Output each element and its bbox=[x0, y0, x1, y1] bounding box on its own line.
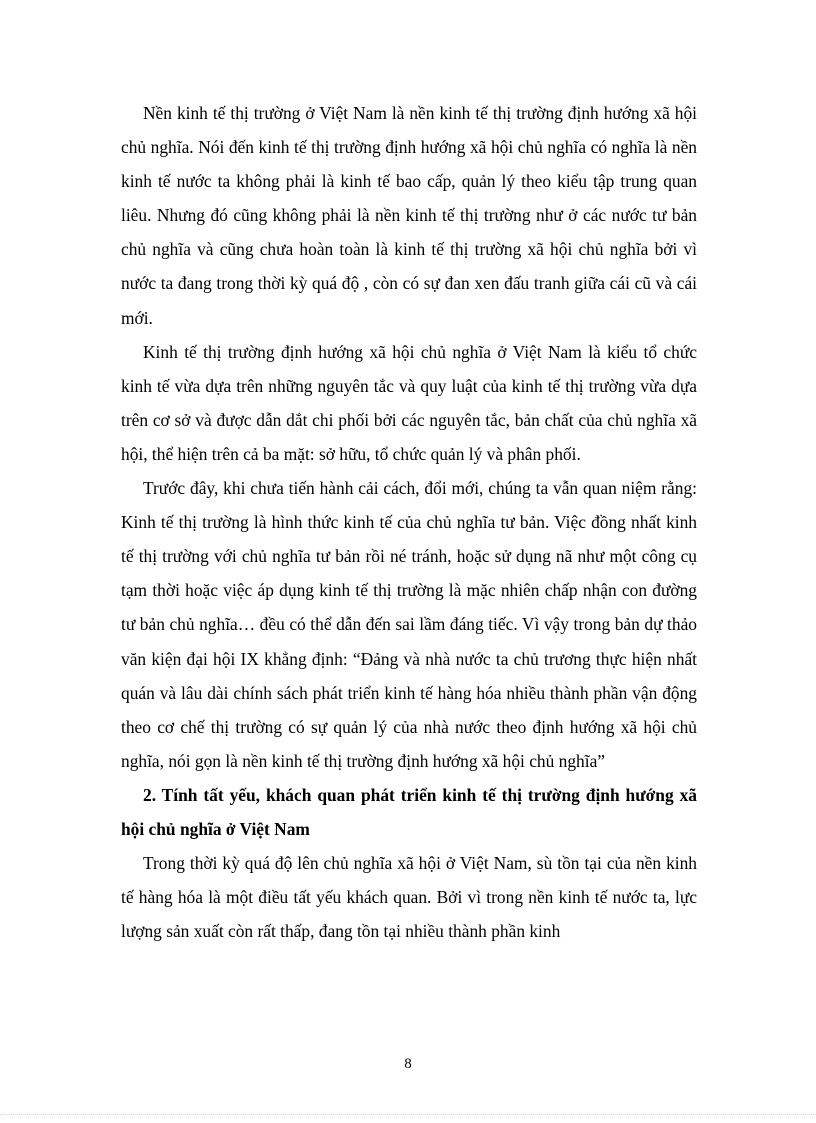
page-number: 8 bbox=[404, 1056, 412, 1072]
paragraph-objective-necessity: Trong thời kỳ quá độ lên chủ nghĩa xã hội ở Việt Nam, sù tồn tại của nền kinh tế hàng hóa là một điều tất yếu khách quan. Bởi vì trong nền kinh tế nước ta, lực lượng sản xuất còn rất thấp, đang tồn tại nhiều thành phần kinh bbox=[121, 853, 697, 942]
section-heading: 2. Tính tất yếu, khách quan phát triển kinh tế thị trường định hướng xã hội chủ nghĩa ở Việt Nam bbox=[121, 784, 697, 839]
body-text bbox=[121, 96, 697, 948]
paragraph-market-economy-model: Kinh tế thị trường định hướng xã hội chủ nghĩa ở Việt Nam là kiểu tổ chức kinh tế vừa dựa trên những nguyên tắc và quy luật của kinh tế thị trường vừa dựa trên cơ sở và được dẫn dắt chi phối bởi các nguyên tắc, bản chất của chủ nghĩa xã hội, thể hiện trên cả ba mặt: sở hữu, tổ chức quản lý và phân phối. bbox=[121, 341, 697, 464]
paragraph-market-economy-definition: Nền kinh tế thị trường ở Việt Nam là nền kinh tế thị trường định hướng xã hội chủ nghĩa. Nói đến kinh tế thị trường định hướng xã hội chủ nghĩa có nghĩa là nền kinh tế nước ta không phải là kinh tế bao cấp, quản lý theo kiểu tập trung quan liêu. Nhưng đó cũng không phải là nền kinh tế thị trường như ở các nước tư bản chủ nghĩa và cũng chưa hoàn toàn là kinh tế thị trường xã hội chủ nghĩa bởi vì nước ta đang trong thời kỳ quá độ , còn có sự đan xen đấu tranh giữa cái cũ và cái mới. bbox=[121, 103, 697, 328]
paragraph-historical-view: Trước đây, khi chưa tiến hành cải cách, đổi mới, chúng ta vẫn quan niệm rằng: Kinh tế thị trường là hình thức kinh tế của chủ nghĩa tư bản. Việc đồng nhất kinh tế thị trường với chủ nghĩa tư bản rồi né tránh, hoặc sử dụng nã như một công cụ tạm thời hoặc việc áp dụng kinh tế thị trường là mặc nhiên chấp nhận con đường tư bản chủ nghĩa… đều có thể dẫn đến sai lầm đáng tiếc. Vì vậy trong bản dự thảo văn kiện đại hội IX khẳng định: “Đảng và nhà nước ta chủ trương thực hiện nhất quán và lâu dài chính sách phát triển kinh tế hàng hóa nhiều thành phần vận động theo cơ chế thị trường có sự quản lý của nhà nước theo định hướng xã hội chủ nghĩa, nói gọn là nền kinh tế thị trường định hướng xã hội chủ nghĩa” bbox=[121, 478, 697, 771]
page-bottom-divider bbox=[0, 1114, 816, 1115]
